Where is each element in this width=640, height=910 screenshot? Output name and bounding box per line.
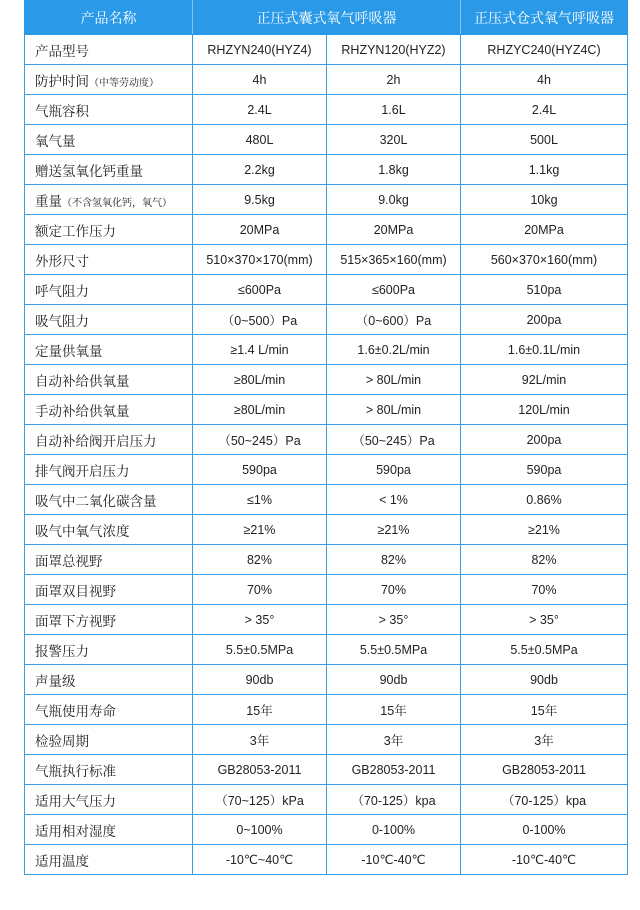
header-bladder-type: 正压式囊式氧气呼吸器 [193,1,461,35]
cell-model-2: 9.0kg [327,185,461,215]
cell-model-1: 82% [193,545,327,575]
cell-model-3: （70-125）kpa [461,785,628,815]
row-label-text: 额定工作压力 [35,223,116,239]
row-label-text: 呼气阻力 [35,283,89,299]
row-label-note: （不含氢氧化钙，氧气） [62,197,172,209]
cell-model-2: 1.8kg [327,155,461,185]
table-row [25,575,628,605]
row-label [25,185,193,215]
table-header [25,1,628,35]
table-row [25,245,628,275]
cell-model-1: 5.5±0.5MPa [193,635,327,665]
row-label-text: 自动补给供氧量 [35,373,130,389]
row-label-note: （中等劳动度） [89,77,159,89]
cell-model-2: ≥21% [327,515,461,545]
row-label-text: 防护时间 [35,73,89,89]
row-label [25,335,193,365]
row-label-text: 检验周期 [35,733,89,749]
row-label [25,635,193,665]
cell-model-1: （50~245）Pa [193,425,327,455]
cell-model-1: 2.2kg [193,155,327,185]
row-label-text: 排气阀开启压力 [35,463,130,479]
cell-model-3: 510pa [461,275,628,305]
row-label [25,95,193,125]
header-chamber-type: 正压式仓式氧气呼吸器 [461,1,628,35]
cell-model-3: 2.4L [461,95,628,125]
cell-model-2: 3年 [327,725,461,755]
table-row [25,125,628,155]
table-row [25,305,628,335]
table-row [25,335,628,365]
row-label [25,545,193,575]
cell-model-3: GB28053-2011 [461,755,628,785]
table-row [25,395,628,425]
row-label [25,605,193,635]
cell-model-3: 1.1kg [461,155,628,185]
cell-model-1: 15年 [193,695,327,725]
cell-model-3: 1.6±0.1L/min [461,335,628,365]
cell-model-3: 70% [461,575,628,605]
cell-model-2: 0-100% [327,815,461,845]
row-label [25,35,193,65]
cell-model-1: （0~500）Pa [193,305,327,335]
cell-model-2: RHZYN120(HYZ2) [327,35,461,65]
cell-model-2: GB28053-2011 [327,755,461,785]
row-label-text: 手动补给供氧量 [35,403,130,419]
row-label-text: 气瓶执行标准 [35,763,116,779]
cell-model-1: ≥21% [193,515,327,545]
row-label [25,755,193,785]
cell-model-2: 1.6L [327,95,461,125]
table-row [25,785,628,815]
cell-model-3: -10℃-40℃ [461,845,628,875]
row-label-text: 重量 [35,193,62,209]
cell-model-1: ≤1% [193,485,327,515]
row-label-text: 报警压力 [35,643,89,659]
row-label [25,665,193,695]
table-row [25,455,628,485]
cell-model-3: 200pa [461,425,628,455]
row-label-text: 声量级 [35,673,76,689]
cell-model-2: 20MPa [327,215,461,245]
row-label-text: 吸气中氧气浓度 [35,523,130,539]
row-label [25,575,193,605]
cell-model-2: 515×365×160(mm) [327,245,461,275]
cell-model-1: 90db [193,665,327,695]
cell-model-3: 3年 [461,725,628,755]
row-label-text: 适用相对湿度 [35,823,116,839]
row-label-text: 吸气中二氧化碳含量 [35,493,157,509]
cell-model-2: （0~600）Pa [327,305,461,335]
row-label-text: 氧气量 [35,133,76,149]
table-row [25,845,628,875]
row-label-text: 赠送氢氧化钙重量 [35,163,143,179]
cell-model-1: 590pa [193,455,327,485]
cell-model-2: 82% [327,545,461,575]
row-label [25,245,193,275]
cell-model-2: 590pa [327,455,461,485]
spec-table [24,0,628,875]
cell-model-3: 0-100% [461,815,628,845]
cell-model-1: RHZYN240(HYZ4) [193,35,327,65]
row-label [25,425,193,455]
row-label-text: 定量供氧量 [35,343,103,359]
row-label [25,65,193,95]
cell-model-1: ≤600Pa [193,275,327,305]
row-label [25,395,193,425]
cell-model-2: ≤600Pa [327,275,461,305]
cell-model-1: > 35° [193,605,327,635]
row-label [25,785,193,815]
table-row [25,95,628,125]
header-product-name: 产品名称 [25,1,193,35]
row-label [25,725,193,755]
cell-model-2: 2h [327,65,461,95]
table-row [25,155,628,185]
row-label [25,455,193,485]
table-row [25,695,628,725]
header-row [25,1,628,35]
row-label [25,365,193,395]
table-row [25,515,628,545]
cell-model-3: RHZYC240(HYZ4C) [461,35,628,65]
cell-model-2: 320L [327,125,461,155]
cell-model-3: 4h [461,65,628,95]
cell-model-3: 200pa [461,305,628,335]
cell-model-2: > 35° [327,605,461,635]
table-row [25,185,628,215]
table-row [25,365,628,395]
cell-model-1: 70% [193,575,327,605]
table-row [25,605,628,635]
table-row [25,215,628,245]
cell-model-1: ≥80L/min [193,395,327,425]
cell-model-3: 120L/min [461,395,628,425]
cell-model-1: 3年 [193,725,327,755]
cell-model-2: 15年 [327,695,461,725]
row-label-text: 气瓶使用寿命 [35,703,116,719]
cell-model-1: -10℃~40℃ [193,845,327,875]
table-body [25,35,628,875]
cell-model-3: 20MPa [461,215,628,245]
table-row [25,275,628,305]
cell-model-1: 0~100% [193,815,327,845]
cell-model-3: > 35° [461,605,628,635]
row-label-text: 产品型号 [35,43,89,59]
cell-model-3: 92L/min [461,365,628,395]
row-label [25,815,193,845]
cell-model-3: 500L [461,125,628,155]
row-label-text: 面罩下方视野 [35,613,116,629]
cell-model-1: （70~125）kPa [193,785,327,815]
row-label-text: 气瓶容积 [35,103,89,119]
row-label-text: 适用温度 [35,853,89,869]
cell-model-1: 510×370×170(mm) [193,245,327,275]
cell-model-1: ≥80L/min [193,365,327,395]
cell-model-1: 20MPa [193,215,327,245]
table-row [25,35,628,65]
table-row [25,635,628,665]
cell-model-2: < 1% [327,485,461,515]
cell-model-2: 5.5±0.5MPa [327,635,461,665]
cell-model-1: ≥1.4 L/min [193,335,327,365]
table-row [25,755,628,785]
cell-model-3: 560×370×160(mm) [461,245,628,275]
cell-model-3: ≥21% [461,515,628,545]
row-label [25,515,193,545]
table-row [25,65,628,95]
cell-model-2: -10℃-40℃ [327,845,461,875]
cell-model-3: 82% [461,545,628,575]
table-row [25,545,628,575]
cell-model-1: 480L [193,125,327,155]
cell-model-2: > 80L/min [327,395,461,425]
row-label [25,695,193,725]
row-label [25,305,193,335]
row-label-text: 面罩双目视野 [35,583,116,599]
row-label [25,275,193,305]
row-label [25,215,193,245]
row-label-text: 外形尺寸 [35,253,89,269]
cell-model-2: > 80L/min [327,365,461,395]
cell-model-2: （50~245）Pa [327,425,461,455]
table-row [25,665,628,695]
cell-model-1: 2.4L [193,95,327,125]
row-label [25,485,193,515]
cell-model-3: 5.5±0.5MPa [461,635,628,665]
row-label-text: 适用大气压力 [35,793,116,809]
row-label-text: 吸气阻力 [35,313,89,329]
cell-model-3: 590pa [461,455,628,485]
cell-model-1: 9.5kg [193,185,327,215]
cell-model-2: （70-125）kpa [327,785,461,815]
cell-model-2: 90db [327,665,461,695]
row-label-text: 面罩总视野 [35,553,103,569]
cell-model-3: 0.86% [461,485,628,515]
cell-model-2: 1.6±0.2L/min [327,335,461,365]
row-label [25,845,193,875]
table-row [25,425,628,455]
cell-model-2: 70% [327,575,461,605]
cell-model-3: 90db [461,665,628,695]
cell-model-1: GB28053-2011 [193,755,327,785]
cell-model-3: 15年 [461,695,628,725]
cell-model-3: 10kg [461,185,628,215]
table-row [25,815,628,845]
row-label-text: 自动补给阀开启压力 [35,433,157,449]
row-label [25,125,193,155]
table-row [25,485,628,515]
cell-model-1: 4h [193,65,327,95]
table-row [25,725,628,755]
row-label [25,155,193,185]
